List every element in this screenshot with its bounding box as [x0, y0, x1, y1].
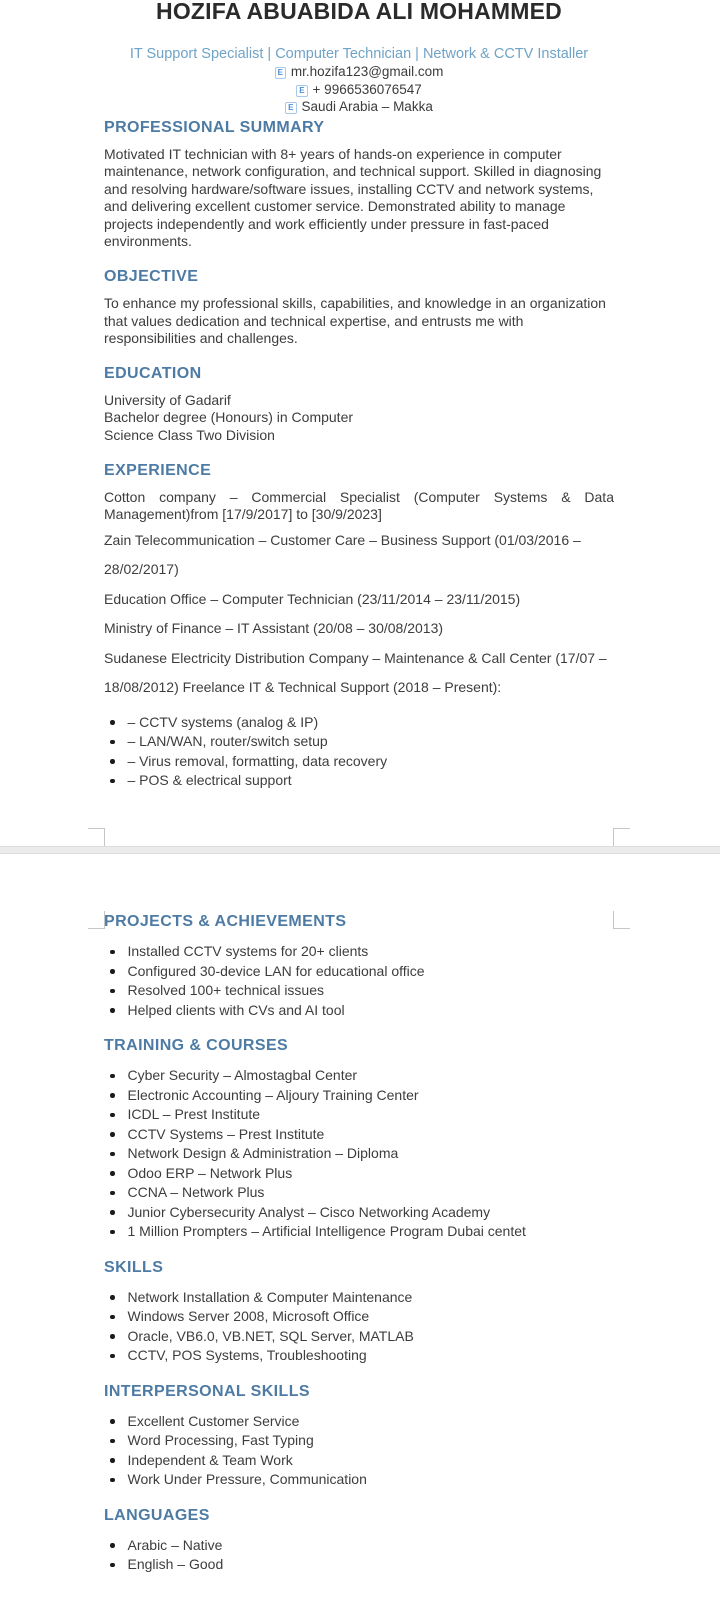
- experience-entry-line: Education Office – Computer Technician (23/11/2014 – 23/11/2015): [104, 590, 521, 607]
- list-item: Configured 30-device LAN for educational office: [104, 962, 614, 982]
- phone-icon: E: [296, 85, 307, 97]
- experience-entry-line: Ministry of Finance – IT Assistant (20/08 – 30/08/2013): [104, 620, 444, 637]
- bullet-icon: [110, 1191, 115, 1196]
- education-lines: [104, 392, 614, 445]
- section-heading-education: EDUCATION: [104, 364, 202, 382]
- bullet-icon: [110, 759, 115, 764]
- list-item: CCNA – Network Plus: [104, 1183, 614, 1203]
- bullet-icon: [110, 1458, 115, 1463]
- section-heading-projects: PROJECTS & ACHIEVEMENTS: [104, 913, 347, 930]
- experience-entries: [104, 526, 614, 703]
- resume-name: HOZIFA ABUABIDA ALI MOHAMMED: [156, 0, 562, 24]
- page-corner-mark: [88, 828, 105, 846]
- section-heading-professional-summary: PROFESSIONAL SUMMARY: [104, 118, 325, 136]
- bullet-icon: [110, 779, 115, 784]
- bullet-icon: [110, 1334, 115, 1339]
- list-item: CCTV, POS Systems, Troubleshooting: [104, 1346, 614, 1366]
- list-item: Installed CCTV systems for 20+ clients: [104, 942, 614, 962]
- bullet-icon: [110, 1354, 115, 1359]
- experience-entry-line: Zain Telecommunication – Customer Care – Business Support (01/03/2016 –: [104, 531, 581, 548]
- training-list: [104, 1066, 614, 1242]
- list-item: – CCTV systems (analog & IP): [104, 713, 614, 733]
- list-item: – LAN/WAN, router/switch setup: [104, 732, 614, 752]
- experience-entry-cotton-line2: Management)from [17/9/2017] to [30/9/2023]: [104, 506, 382, 523]
- bullet-icon: [110, 969, 115, 974]
- bullet-icon: [110, 1152, 115, 1157]
- resume-job-titles: IT Support Specialist | Computer Technician | Network & CCTV Installer: [129, 46, 589, 62]
- section-heading-objective: OBJECTIVE: [104, 268, 199, 286]
- page-break-gap: [0, 846, 720, 854]
- languages-list: [104, 1536, 614, 1575]
- bullet-icon: [110, 989, 115, 994]
- projects-list: [104, 942, 614, 1020]
- bullet-icon: [110, 740, 115, 745]
- list-item: English – Good: [104, 1555, 614, 1575]
- list-item: Electronic Accounting – Aljoury Training Center: [104, 1086, 614, 1106]
- bullet-icon: [110, 1295, 115, 1300]
- list-item: – Virus removal, formatting, data recovery: [104, 752, 614, 772]
- bullet-icon: [110, 1419, 115, 1424]
- section-heading-languages: LANGUAGES: [104, 1506, 210, 1524]
- experience-entry-line: 28/02/2017): [104, 561, 179, 578]
- page-corner-mark: [88, 911, 105, 929]
- page-corner-mark: [613, 828, 630, 846]
- bullet-icon: [110, 1563, 115, 1568]
- list-item: 1 Million Prompters – Artificial Intelligence Program Dubai centet: [104, 1222, 614, 1242]
- interpersonal-skills-list: [104, 1412, 614, 1490]
- bullet-icon: [110, 1210, 115, 1215]
- section-heading-experience: EXPERIENCE: [104, 461, 212, 479]
- education-line: Science Class Two Division: [104, 427, 275, 444]
- list-item: ICDL – Prest Institute: [104, 1105, 614, 1125]
- section-heading-training: TRAINING & COURSES: [104, 1037, 289, 1054]
- freelance-services-list: [104, 713, 614, 791]
- experience-entry-cotton-line1: Cotton company – Commercial Specialist (Computer Systems & Data: [104, 488, 614, 505]
- list-item: Odoo ERP – Network Plus: [104, 1164, 614, 1184]
- bullet-icon: [110, 1171, 115, 1176]
- list-item: Windows Server 2008, Microsoft Office: [104, 1307, 614, 1327]
- contact-email: mr.hozifa123@gmail.com: [290, 64, 444, 79]
- page-corner-mark: [613, 911, 630, 929]
- list-item: Word Processing, Fast Typing: [104, 1431, 614, 1451]
- experience-entry-line: Sudanese Electricity Distribution Company – Maintenance & Call Center (17/07 –: [104, 649, 607, 666]
- list-item: – POS & electrical support: [104, 771, 614, 791]
- list-item: Network Design & Administration – Diploma: [104, 1144, 614, 1164]
- bullet-icon: [110, 1074, 115, 1079]
- bullet-icon: [110, 720, 115, 725]
- professional-summary-text: Motivated IT technician with 8+ years of hands-on experience in computer maintenance, network configuration, and technical support. Skilled in diagnosing and resolving hardware/software issues, installing CCTV and network systems, and delivering excellent customer service. Demonstrated ability to manage projects independently and work efficiently under pressure in fast-paced environments.: [104, 145, 602, 250]
- bullet-icon: [110, 1478, 115, 1483]
- list-item: Helped clients with CVs and AI tool: [104, 1001, 614, 1021]
- bullet-icon: [110, 1093, 115, 1098]
- list-item: Oracle, VB6.0, VB.NET, SQL Server, MATLAB: [104, 1327, 614, 1347]
- objective-text: To enhance my professional skills, capabilities, and knowledge in an organization that values dedication and technical expertise, and entrusts me with responsibilities and challenges.: [104, 295, 606, 347]
- bullet-icon: [110, 1113, 115, 1118]
- experience-entry-line: 18/08/2012) Freelance IT & Technical Support (2018 – Present):: [104, 679, 502, 696]
- bullet-icon: [110, 1132, 115, 1137]
- list-item: Cyber Security – Almostagbal Center: [104, 1066, 614, 1086]
- location-icon: E: [285, 102, 296, 114]
- section-heading-interpersonal-skills: INTERPERSONAL SKILLS: [104, 1382, 310, 1400]
- list-item: Arabic – Native: [104, 1536, 614, 1556]
- list-item: Excellent Customer Service: [104, 1412, 614, 1432]
- list-item: Network Installation & Computer Maintenance: [104, 1288, 614, 1308]
- contact-email-row: [104, 63, 614, 81]
- contact-phone-row: [104, 81, 614, 99]
- bullet-icon: [110, 1543, 115, 1548]
- contact-location-row: [104, 98, 614, 116]
- education-line: Bachelor degree (Honours) in Computer: [104, 409, 354, 426]
- bullet-icon: [110, 1008, 115, 1013]
- resume-page-2: [0, 854, 720, 1598]
- bullet-icon: [110, 950, 115, 955]
- education-line: University of Gadarif: [104, 391, 231, 408]
- bullet-icon: [110, 1230, 115, 1235]
- list-item: CCTV Systems – Prest Institute: [104, 1125, 614, 1145]
- bullet-icon: [110, 1439, 115, 1444]
- bullet-icon: [110, 1315, 115, 1320]
- contact-location: Saudi Arabia – Makka: [301, 99, 433, 114]
- list-item: Independent & Team Work: [104, 1451, 614, 1471]
- section-heading-skills: SKILLS: [104, 1258, 164, 1276]
- list-item: Junior Cybersecurity Analyst – Cisco Networking Academy: [104, 1203, 614, 1223]
- email-icon: E: [275, 67, 286, 79]
- list-item: Resolved 100+ technical issues: [104, 981, 614, 1001]
- contact-phone: + 9966536076547: [312, 81, 422, 97]
- skills-list: [104, 1288, 614, 1366]
- list-item: Work Under Pressure, Communication: [104, 1470, 614, 1490]
